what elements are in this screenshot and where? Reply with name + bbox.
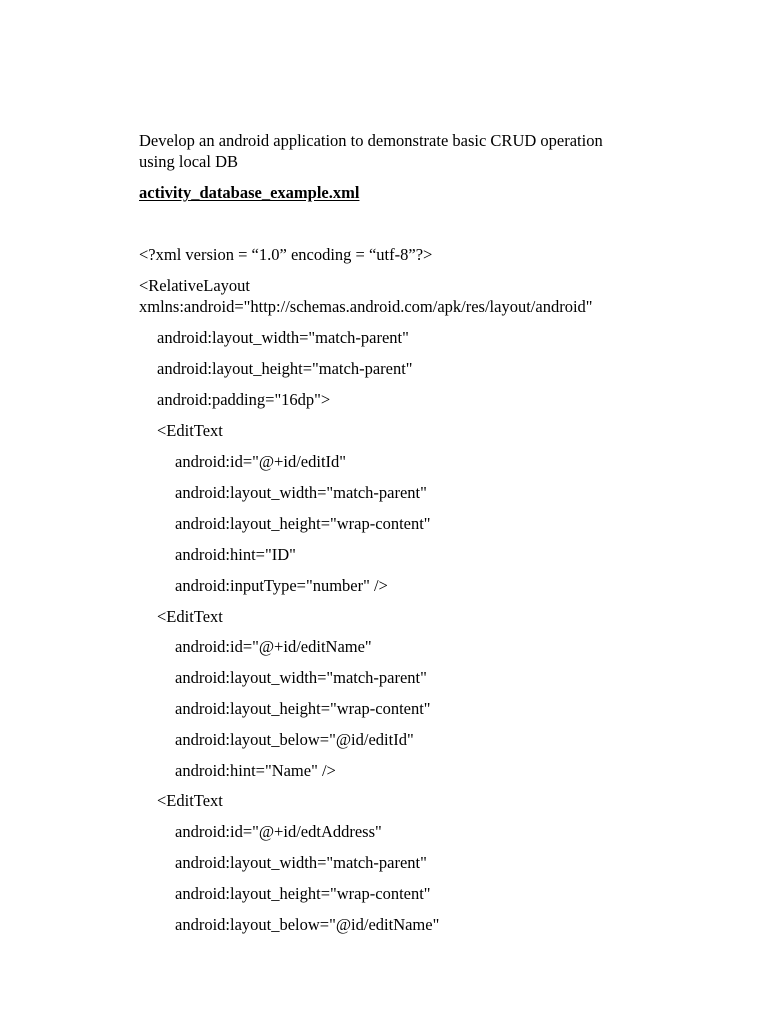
code-line: android:id="@+id/editName"	[175, 637, 372, 656]
code-line: android:layout_below="@id/editName"	[175, 915, 440, 934]
code-line: android:layout_width="match-parent"	[175, 853, 427, 872]
code-line-edittext-open: <EditText	[157, 421, 223, 440]
intro-line-1: Develop an android application to demonstrate basic CRUD operation	[139, 131, 603, 150]
code-line: android:hint="ID"	[175, 545, 296, 564]
code-line: android:layout_width="match-parent"	[175, 668, 427, 687]
code-line-relativelayout-open: <RelativeLayout	[139, 276, 251, 295]
code-line-edittext-open: <EditText	[157, 791, 223, 810]
intro-line-2: using local DB	[139, 152, 238, 171]
code-line: android:layout_below="@id/editId"	[175, 730, 414, 749]
code-line-xmlns: xmlns:android="http://schemas.android.com/apk/res/layout/android"	[139, 297, 593, 316]
code-line: android:layout_height="wrap-content"	[175, 699, 431, 718]
code-line: android:inputType="number" />	[175, 576, 388, 595]
code-line-xml-declaration: <?xml version = “1.0” encoding = “utf-8”?>	[139, 245, 433, 264]
code-line: android:id="@+id/edtAddress"	[175, 822, 382, 841]
code-line: android:layout_height="wrap-content"	[175, 514, 431, 533]
code-line: android:layout_width="match-parent"	[175, 483, 427, 502]
code-line-edittext-open: <EditText	[157, 607, 223, 626]
code-line: android:layout_height="wrap-content"	[175, 884, 431, 903]
code-line: android:padding="16dp">	[157, 390, 331, 409]
file-heading: activity_database_example.xml	[139, 183, 360, 202]
code-line: android:layout_height="match-parent"	[157, 359, 413, 378]
code-line: android:layout_width="match-parent"	[157, 328, 409, 347]
code-line: android:hint="Name" />	[175, 761, 336, 780]
code-line: android:id="@+id/editId"	[175, 452, 347, 471]
